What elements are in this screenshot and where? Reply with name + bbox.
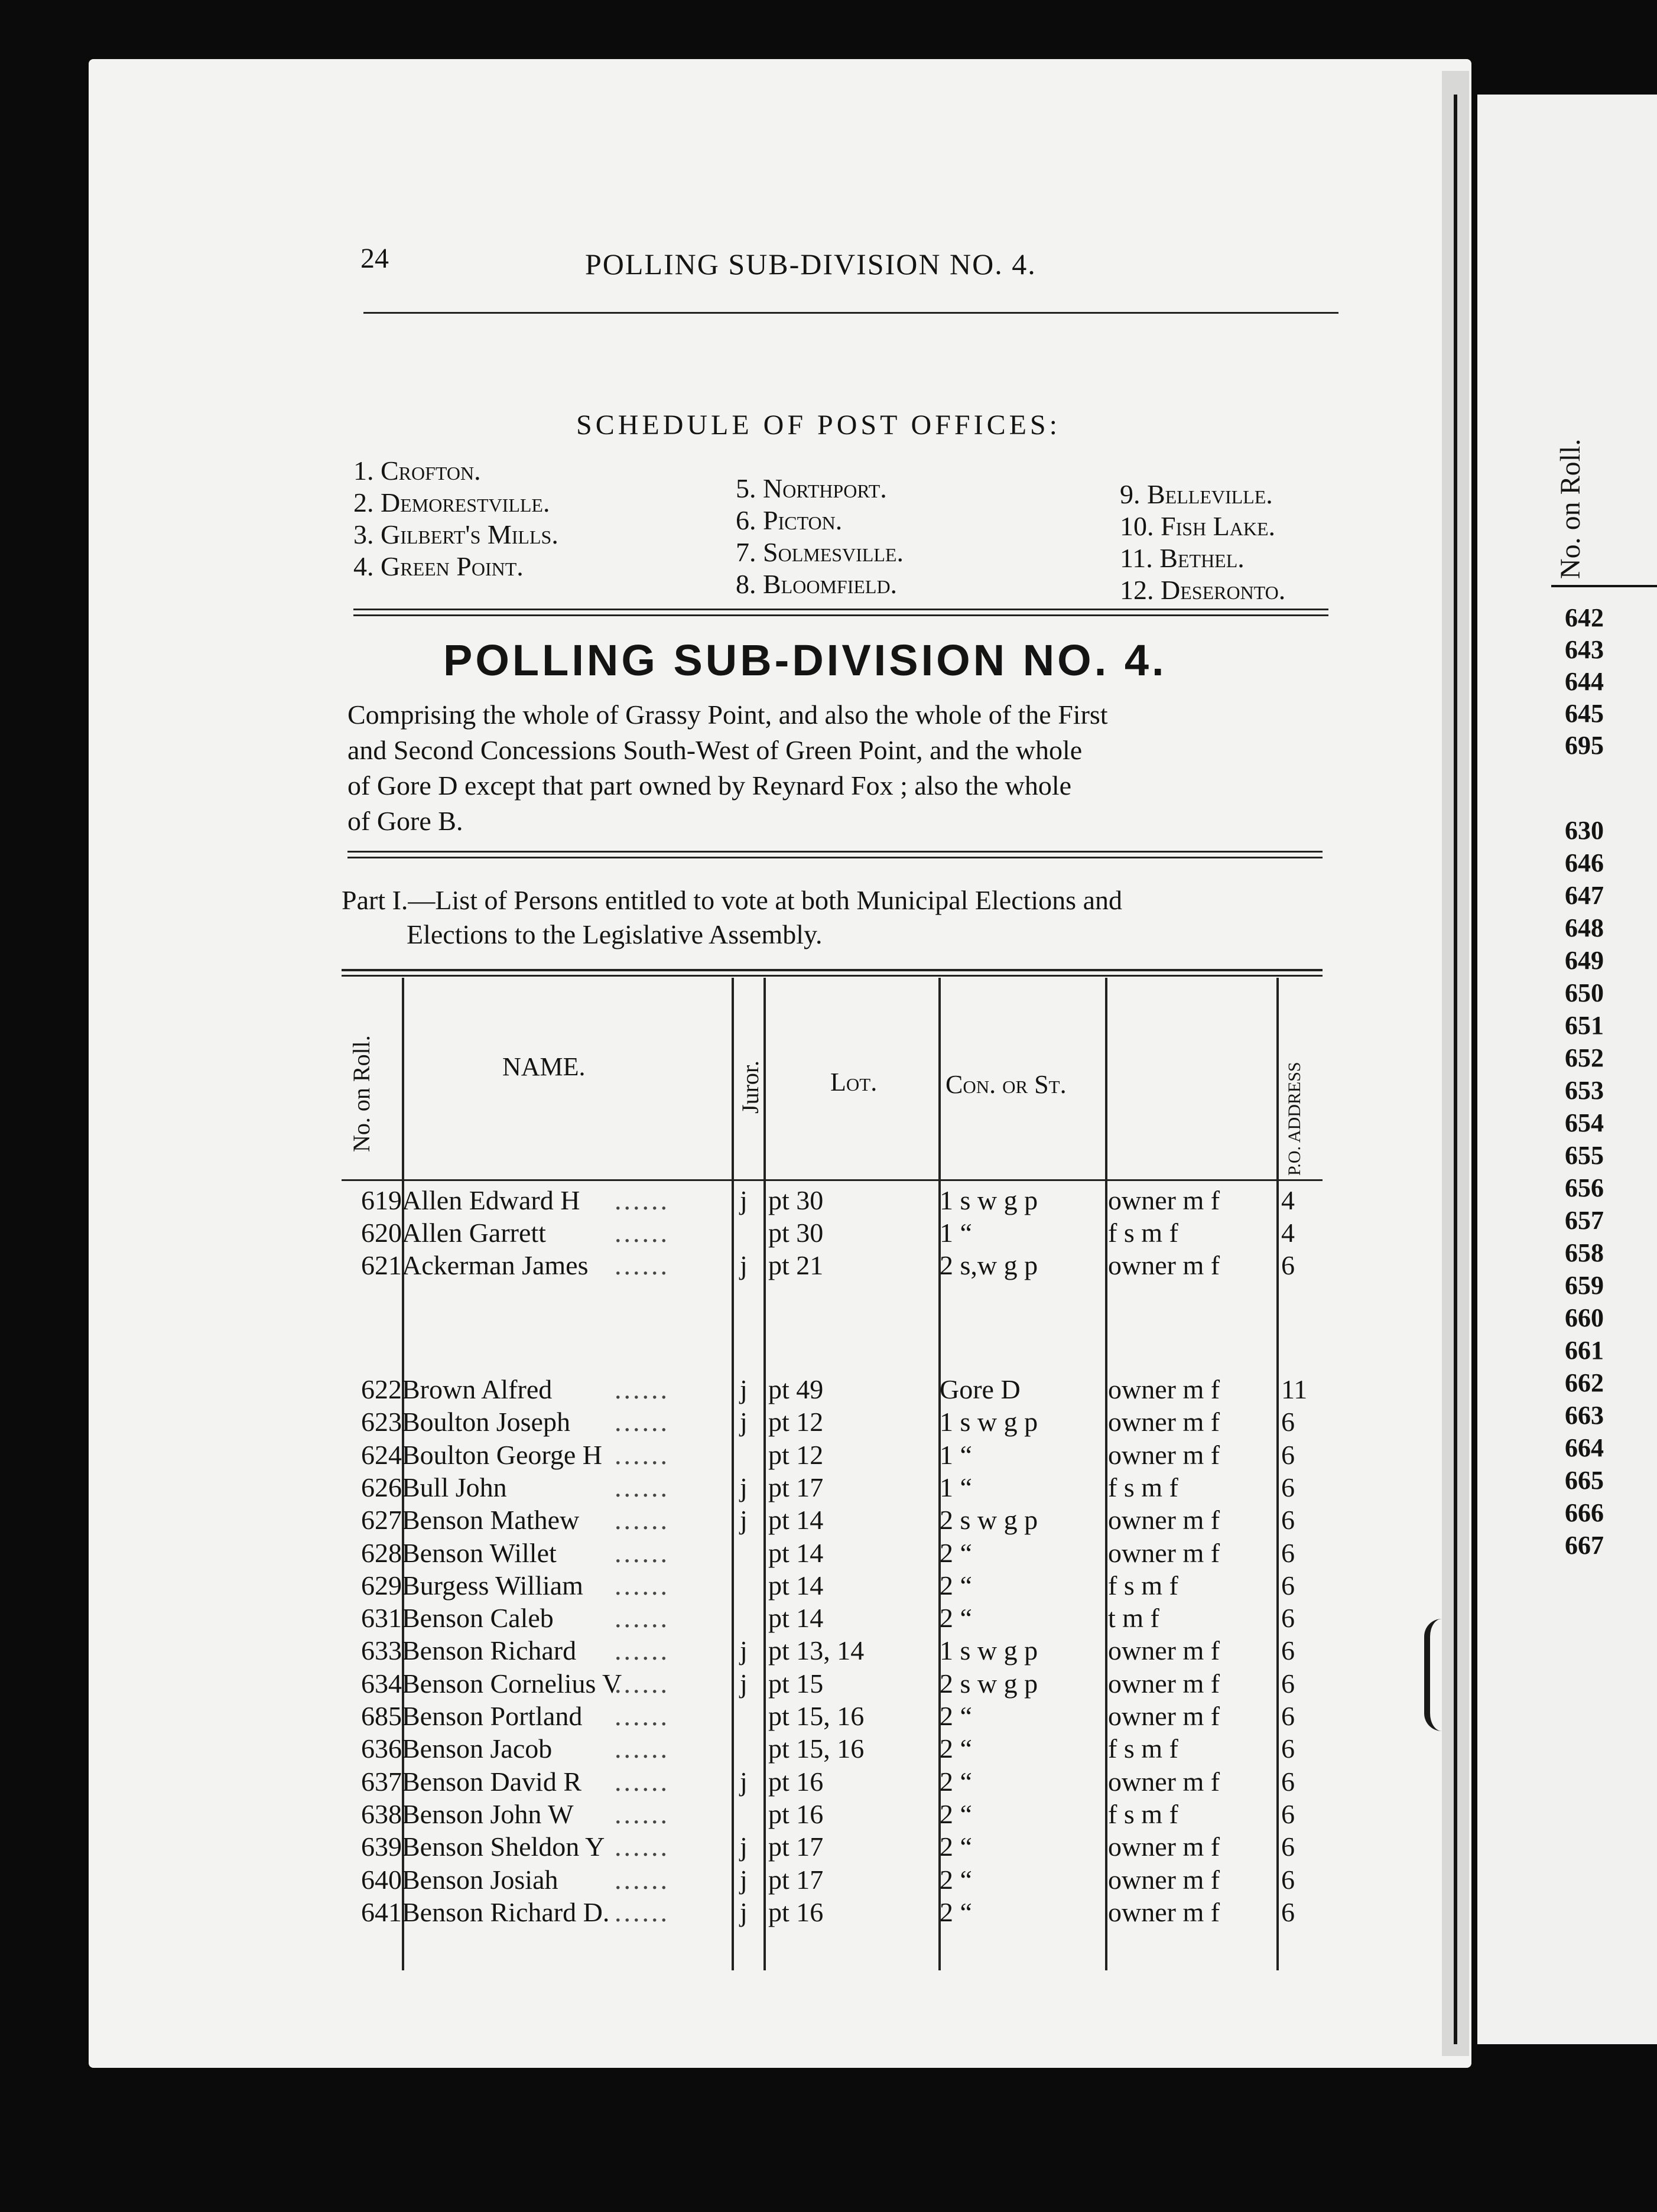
- header-con: Con. or St.: [946, 1070, 1067, 1099]
- adjacent-roll-number: 663: [1565, 1401, 1604, 1430]
- po-address-cell: 6: [1281, 1505, 1295, 1536]
- juror-mark: j: [740, 1668, 748, 1699]
- concession-cell: 2 s w g p: [940, 1505, 1038, 1536]
- po-address-cell: 6: [1281, 1537, 1295, 1568]
- lot-cell: pt 14: [768, 1603, 824, 1634]
- po-address-cell: 6: [1281, 1701, 1295, 1731]
- adjacent-roll-number: 630: [1565, 816, 1604, 845]
- roll-number: 622: [361, 1374, 402, 1404]
- section-rule-top: [347, 851, 1323, 853]
- concession-cell: 2 “: [940, 1798, 972, 1829]
- roll-number: 627: [361, 1505, 402, 1536]
- leader-dots: ......: [615, 1864, 670, 1895]
- leader-dots: ......: [615, 1374, 670, 1404]
- post-office-item: 2. Demorestville.: [353, 487, 550, 518]
- qualification-cell: owner m f: [1108, 1897, 1220, 1927]
- post-office-item: 1. Crofton.: [353, 456, 481, 486]
- roll-number: 623: [361, 1407, 402, 1437]
- concession-cell: 2 “: [940, 1701, 972, 1731]
- adjacent-roll-number: 655: [1565, 1141, 1604, 1170]
- concession-cell: 2 “: [940, 1864, 972, 1895]
- concession-cell: 1 “: [940, 1472, 972, 1502]
- concession-cell: 2 “: [940, 1537, 972, 1568]
- adjacent-roll-number: 664: [1565, 1433, 1604, 1462]
- adjacent-roll-number: 646: [1565, 848, 1604, 877]
- concession-cell: 2 “: [940, 1570, 972, 1601]
- po-address-cell: 4: [1281, 1185, 1295, 1215]
- leader-dots: ......: [615, 1603, 670, 1634]
- section-title: POLLING SUB-DIVISION NO. 4.: [443, 636, 1167, 685]
- roll-number: 628: [361, 1537, 402, 1568]
- leader-dots: ......: [615, 1570, 670, 1601]
- voter-name: Benson Sheldon Y: [402, 1832, 605, 1862]
- table-top-rule: [342, 969, 1323, 971]
- juror-mark: j: [740, 1374, 748, 1404]
- qualification-cell: owner m f: [1108, 1407, 1220, 1437]
- lot-cell: pt 14: [768, 1570, 824, 1601]
- post-office-item: 7. Solmesville.: [736, 537, 904, 567]
- adjacent-roll-number: 656: [1565, 1173, 1604, 1202]
- table-top-rule-inner: [342, 975, 1323, 977]
- lot-cell: pt 49: [768, 1374, 824, 1404]
- col-divider-name: [732, 978, 734, 1970]
- roll-number: 636: [361, 1733, 402, 1764]
- adjacent-roll-number: 654: [1565, 1108, 1604, 1137]
- qualification-cell: owner m f: [1108, 1505, 1220, 1536]
- roll-number: 640: [361, 1864, 402, 1895]
- section-rule-bottom: [347, 857, 1323, 858]
- qualification-cell: f s m f: [1108, 1733, 1178, 1764]
- po-address-cell: 6: [1281, 1766, 1295, 1797]
- adjacent-roll-number: 642: [1565, 603, 1604, 632]
- leader-dots: ......: [615, 1701, 670, 1731]
- concession-cell: 1 s w g p: [940, 1635, 1038, 1666]
- roll-number: 638: [361, 1798, 402, 1829]
- leader-dots: ......: [615, 1537, 670, 1568]
- table-header-rule: [342, 1179, 1323, 1181]
- adjacent-roll-number: 665: [1565, 1466, 1604, 1495]
- leader-dots: ......: [615, 1897, 670, 1927]
- qualification-cell: owner m f: [1108, 1832, 1220, 1862]
- lot-cell: pt 16: [768, 1897, 824, 1927]
- lot-cell: pt 12: [768, 1407, 824, 1437]
- description-line: of Gore D except that part owned by Reynard Fox ; also the whole: [347, 770, 1072, 801]
- concession-cell: 2 “: [940, 1733, 972, 1764]
- roll-number: 685: [361, 1701, 402, 1731]
- roll-number: 631: [361, 1603, 402, 1634]
- adjacent-roll-number: 645: [1565, 699, 1604, 728]
- qualification-cell: t m f: [1108, 1603, 1159, 1634]
- roll-number: 626: [361, 1472, 402, 1502]
- voter-name: Ackerman James: [402, 1250, 589, 1280]
- header-rule: [363, 312, 1338, 314]
- po-address-cell: 6: [1281, 1832, 1295, 1862]
- lot-cell: pt 14: [768, 1505, 824, 1536]
- po-address-cell: 6: [1281, 1798, 1295, 1829]
- voter-name: Bull John: [402, 1472, 507, 1502]
- header-po-address: P.O. ADDRESS: [1285, 1062, 1304, 1176]
- voter-name: Benson Cornelius V: [402, 1668, 622, 1699]
- qualification-cell: f s m f: [1108, 1472, 1178, 1502]
- section-description: [347, 697, 1328, 839]
- post-office-item: 3. Gilbert's Mills.: [353, 519, 558, 549]
- schedule-title: SCHEDULE OF POST OFFICES:: [576, 409, 1061, 441]
- lot-cell: pt 17: [768, 1864, 824, 1895]
- leader-dots: ......: [615, 1798, 670, 1829]
- juror-mark: j: [740, 1766, 748, 1797]
- voter-name: Allen Garrett: [402, 1218, 546, 1248]
- leader-dots: ......: [615, 1472, 670, 1502]
- post-office-item: 12. Deseronto.: [1120, 575, 1286, 605]
- po-address-cell: 6: [1281, 1407, 1295, 1437]
- leader-dots: ......: [615, 1733, 670, 1764]
- leader-dots: ......: [615, 1218, 670, 1248]
- po-address-cell: 6: [1281, 1472, 1295, 1502]
- po-address-cell: 6: [1281, 1570, 1295, 1601]
- concession-cell: 2 “: [940, 1766, 972, 1797]
- leader-dots: ......: [615, 1407, 670, 1437]
- header-name: NAME.: [502, 1052, 586, 1081]
- voter-name: Boulton Joseph: [402, 1407, 570, 1437]
- adjacent-page-fragment: [1477, 95, 1657, 2044]
- adjacent-roll-header: No. on Roll.: [1555, 438, 1586, 579]
- adjacent-roll-number: 659: [1565, 1271, 1604, 1300]
- voter-name: Allen Edward H: [402, 1185, 580, 1215]
- header-roll: No. on Roll.: [348, 1035, 375, 1152]
- qualification-cell: owner m f: [1108, 1439, 1220, 1470]
- lot-cell: pt 17: [768, 1832, 824, 1862]
- post-office-item: 4. Green Point.: [353, 551, 524, 581]
- voter-name: Burgess William: [402, 1570, 583, 1601]
- part-line: Part I.—List of Persons entitled to vote at both Municipal Elections and: [342, 885, 1122, 915]
- qualification-cell: f s m f: [1108, 1218, 1178, 1248]
- adjacent-roll-number: 666: [1565, 1498, 1604, 1527]
- gutter-fold-line: [1454, 95, 1457, 2044]
- adjacent-roll-number: 660: [1565, 1303, 1604, 1332]
- concession-cell: 2 s,w g p: [940, 1250, 1038, 1280]
- concession-cell: 2 “: [940, 1832, 972, 1862]
- col-divider-juror: [763, 978, 766, 1970]
- roll-number: 634: [361, 1668, 402, 1699]
- post-office-item: 11. Bethel.: [1120, 543, 1245, 573]
- qualification-cell: owner m f: [1108, 1374, 1220, 1404]
- po-address-cell: 6: [1281, 1603, 1295, 1634]
- leader-dots: ......: [615, 1439, 670, 1470]
- adjacent-roll-number: 644: [1565, 667, 1604, 696]
- qualification-cell: owner m f: [1108, 1701, 1220, 1731]
- adjacent-roll-number: 695: [1565, 731, 1604, 760]
- running-title: POLLING SUB-DIVISION NO. 4.: [585, 248, 1037, 281]
- voter-name: Benson Mathew: [402, 1505, 580, 1536]
- col-divider-con: [1105, 978, 1107, 1970]
- po-address-cell: 4: [1281, 1218, 1295, 1248]
- juror-mark: j: [740, 1185, 748, 1215]
- roll-number: 624: [361, 1439, 402, 1470]
- page-number: 24: [360, 243, 389, 274]
- lot-cell: pt 12: [768, 1439, 824, 1470]
- header-lot: Lot.: [830, 1068, 878, 1097]
- col-divider-desc: [1276, 978, 1279, 1970]
- concession-cell: 1 “: [940, 1218, 972, 1248]
- concession-cell: 2 “: [940, 1897, 972, 1927]
- roll-number: 637: [361, 1766, 402, 1797]
- po-address-cell: 6: [1281, 1439, 1295, 1470]
- voter-name: Benson Richard: [402, 1635, 577, 1666]
- juror-mark: j: [740, 1472, 748, 1502]
- lot-cell: pt 15, 16: [768, 1701, 865, 1731]
- header-juror: Juror.: [737, 1061, 763, 1114]
- qualification-cell: f s m f: [1108, 1570, 1178, 1601]
- juror-mark: j: [740, 1635, 748, 1666]
- voter-name: Benson Willet: [402, 1537, 557, 1568]
- lot-cell: pt 16: [768, 1766, 824, 1797]
- leader-dots: ......: [615, 1250, 670, 1280]
- adjacent-roll-number: 657: [1565, 1206, 1604, 1235]
- voter-name: Benson David R: [402, 1766, 582, 1797]
- concession-cell: 1 s w g p: [940, 1185, 1038, 1215]
- voter-name: Benson Josiah: [402, 1864, 558, 1895]
- adjacent-roll-number: 647: [1565, 881, 1604, 910]
- lot-cell: pt 17: [768, 1472, 824, 1502]
- po-address-cell: 6: [1281, 1733, 1295, 1764]
- lot-cell: pt 15, 16: [768, 1733, 865, 1764]
- description-line: of Gore B.: [347, 806, 463, 836]
- lot-cell: pt 15: [768, 1668, 824, 1699]
- po-address-cell: 6: [1281, 1250, 1295, 1280]
- qualification-cell: f s m f: [1108, 1798, 1178, 1829]
- adjacent-header-rule: [1551, 585, 1657, 587]
- leader-dots: ......: [615, 1505, 670, 1536]
- adjacent-roll-number: 667: [1565, 1531, 1604, 1560]
- concession-cell: 2 “: [940, 1603, 972, 1634]
- post-office-item: 10. Fish Lake.: [1120, 511, 1276, 541]
- po-address-cell: 6: [1281, 1897, 1295, 1927]
- po-address-cell: 6: [1281, 1668, 1295, 1699]
- po-address-cell: 11: [1281, 1374, 1308, 1404]
- voter-name: Boulton George H: [402, 1439, 603, 1470]
- post-office-item: 5. Northport.: [736, 473, 887, 503]
- lot-cell: pt 13, 14: [768, 1635, 865, 1666]
- juror-mark: j: [740, 1250, 748, 1280]
- part-line: Elections to the Legislative Assembly.: [407, 919, 823, 949]
- adjacent-roll-number: 658: [1565, 1238, 1604, 1267]
- roll-number: 620: [361, 1218, 402, 1248]
- qualification-cell: owner m f: [1108, 1185, 1220, 1215]
- schedule-rule-bottom: [353, 614, 1328, 616]
- voter-name: Benson Jacob: [402, 1733, 553, 1764]
- post-office-item: 6. Picton.: [736, 505, 843, 535]
- adjacent-roll-number: 650: [1565, 978, 1604, 1007]
- voter-name: Benson Richard D.: [402, 1897, 610, 1927]
- post-office-item: 8. Bloomfield.: [736, 569, 898, 599]
- adjacent-roll-number: 652: [1565, 1043, 1604, 1072]
- lot-cell: pt 21: [768, 1250, 824, 1280]
- leader-dots: ......: [615, 1832, 670, 1862]
- description-line: Comprising the whole of Grassy Point, and also the whole of the First: [347, 700, 1108, 730]
- schedule-rule-top: [353, 609, 1328, 610]
- juror-mark: j: [740, 1864, 748, 1895]
- qualification-cell: owner m f: [1108, 1635, 1220, 1666]
- concession-cell: Gore D: [940, 1374, 1021, 1404]
- roll-number: 633: [361, 1635, 402, 1666]
- voter-name: Benson Caleb: [402, 1603, 554, 1634]
- po-address-cell: 6: [1281, 1864, 1295, 1895]
- juror-mark: j: [740, 1407, 748, 1437]
- juror-mark: j: [740, 1897, 748, 1927]
- leader-dots: ......: [615, 1668, 670, 1699]
- concession-cell: 1 s w g p: [940, 1407, 1038, 1437]
- concession-cell: 1 “: [940, 1439, 972, 1470]
- adjacent-roll-number: 661: [1565, 1336, 1604, 1365]
- qualification-cell: owner m f: [1108, 1250, 1220, 1280]
- roll-number: 619: [361, 1185, 402, 1215]
- qualification-cell: owner m f: [1108, 1766, 1220, 1797]
- roll-number: 629: [361, 1570, 402, 1601]
- roll-number: 639: [361, 1832, 402, 1862]
- voter-name: Benson Portland: [402, 1701, 583, 1731]
- qualification-cell: owner m f: [1108, 1864, 1220, 1895]
- leader-dots: ......: [615, 1635, 670, 1666]
- description-line: and Second Concessions South-West of Green Point, and the whole: [347, 735, 1083, 765]
- qualification-cell: owner m f: [1108, 1668, 1220, 1699]
- leader-dots: ......: [615, 1185, 670, 1215]
- roll-number: 641: [361, 1897, 402, 1927]
- leader-dots: ......: [615, 1766, 670, 1797]
- lot-cell: pt 14: [768, 1537, 824, 1568]
- adjacent-roll-number: 649: [1565, 946, 1604, 975]
- adjacent-roll-number: 643: [1565, 635, 1604, 664]
- lot-cell: pt 30: [768, 1218, 824, 1248]
- qualification-cell: owner m f: [1108, 1537, 1220, 1568]
- concession-cell: 2 s w g p: [940, 1668, 1038, 1699]
- adjacent-roll-number: 648: [1565, 913, 1604, 942]
- roll-number: 621: [361, 1250, 402, 1280]
- adjacent-roll-number: 651: [1565, 1011, 1604, 1040]
- po-address-cell: 6: [1281, 1635, 1295, 1666]
- juror-mark: j: [740, 1832, 748, 1862]
- adjacent-roll-number: 653: [1565, 1076, 1604, 1105]
- adjacent-roll-number: 662: [1565, 1368, 1604, 1397]
- lot-cell: pt 16: [768, 1798, 824, 1829]
- part-heading: [342, 883, 1346, 952]
- voter-name: Brown Alfred: [402, 1374, 553, 1404]
- lot-cell: pt 30: [768, 1185, 824, 1215]
- juror-mark: j: [740, 1505, 748, 1536]
- post-office-item: 9. Belleville.: [1120, 479, 1273, 509]
- voter-name: Benson John W: [402, 1798, 574, 1829]
